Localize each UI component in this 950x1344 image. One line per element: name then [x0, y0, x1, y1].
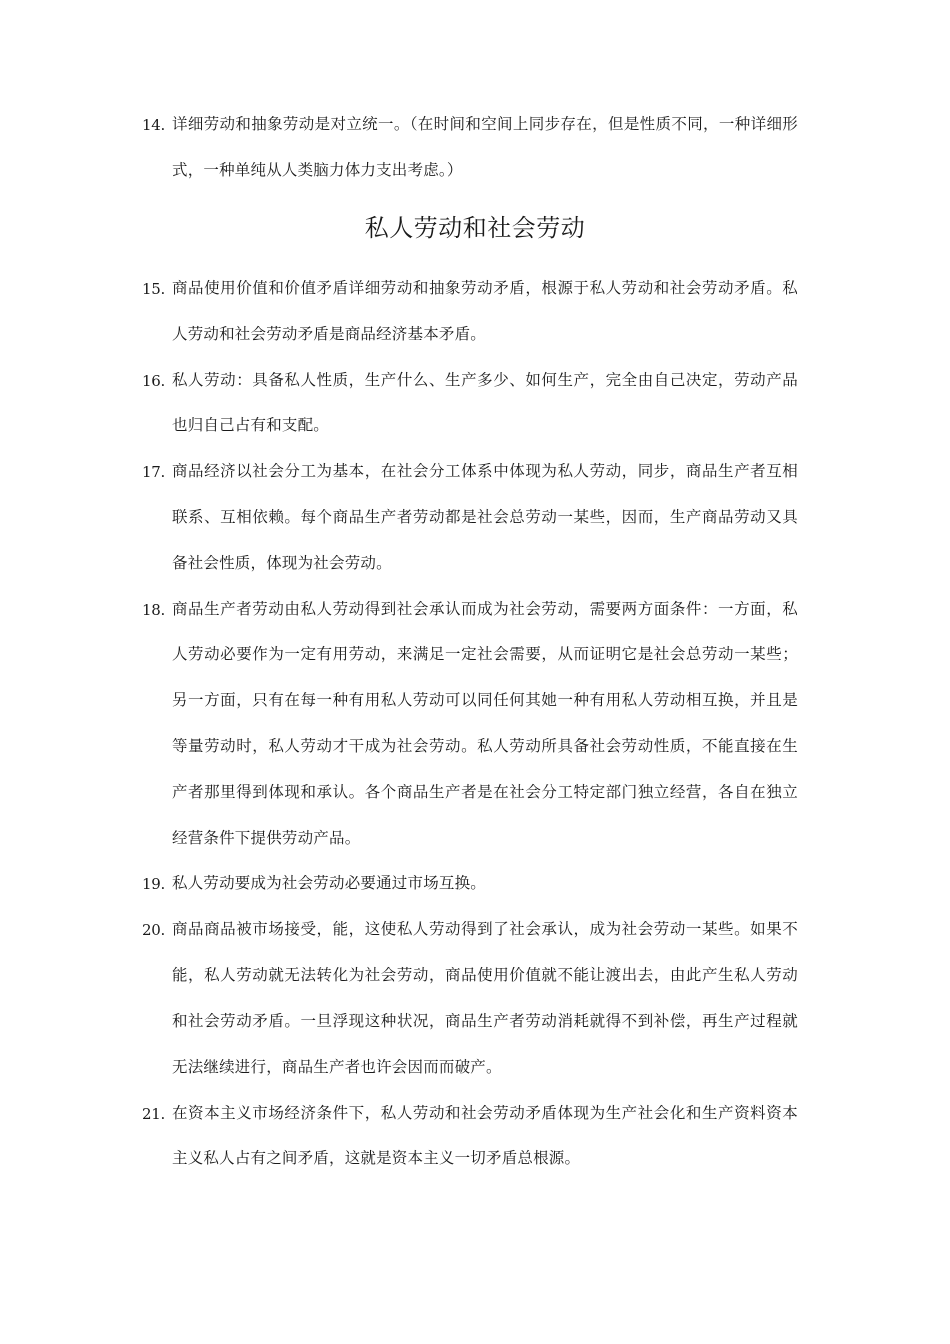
section-title: 私人劳动和社会劳动 [364, 214, 586, 242]
item-number: 15. [142, 280, 165, 298]
item-number: 20. [142, 921, 165, 940]
item-number: 21. [142, 1104, 165, 1123]
item-text: 商品经济以社会分工为基本，在社会分工体系中体现为私人劳动，同步，商品生产者互相联系、互相依赖。每个商品生产者劳动都是社会总劳动一某些，因而，生产商品劳动又具备社会性质，体现为社会劳动。 [172, 462, 798, 572]
list-item [142, 1091, 798, 1183]
item-number: 14. [142, 116, 165, 134]
item-text: 在资本主义市场经济条件下，私人劳动和社会劳动矛盾体现为生产社会化和生产资料资本主义私人占有之间矛盾，这就是资本主义一切矛盾总根源。 [172, 1103, 798, 1168]
item-number: 16. [142, 371, 165, 390]
list-item [142, 449, 798, 586]
list-item [142, 266, 798, 358]
list-item [142, 102, 798, 194]
item-list [142, 266, 798, 1182]
list-item [142, 358, 798, 450]
top-item-list [142, 102, 798, 194]
item-text: 商品使用价值和价值矛盾详细劳动和抽象劳动矛盾，根源于私人劳动和社会劳动矛盾。私人劳动和社会劳动矛盾是商品经济基本矛盾。 [172, 279, 798, 343]
item-number: 18. [142, 600, 165, 619]
item-text: 私人劳动：具备私人性质，生产什么、生产多少、如何生产，完全由自己决定，劳动产品也归自己占有和支配。 [172, 370, 798, 435]
item-number: 17. [142, 463, 165, 482]
item-text: 商品生产者劳动由私人劳动得到社会承认而成为社会劳动，需要两方面条件：一方面，私人劳动必要作为一定有用劳动，来满足一定社会需要，从而证明它是社会总劳动一某些；另一方面，只有在每一种有用私人劳动可以同任何其她一种有用私人劳动相互换，并且是等量劳动时，私人劳动才干成为社会劳动。私人劳动所具备社会劳动性质，不能直接在生产者那里得到体现和承认。各个商品生产者是在社会分工特定部门独立经营，各自在独立经营条件下提供劳动产品。 [172, 599, 798, 847]
list-item [142, 861, 798, 907]
item-text: 私人劳动要成为社会劳动必要通过市场互换。 [172, 874, 487, 893]
list-item [142, 587, 798, 862]
item-text: 商品商品被市场接受，能，这使私人劳动得到了社会承认，成为社会劳动一某些。如果不能，私人劳动就无法转化为社会劳动，商品使用价值就不能让渡出去，由此产生私人劳动和社会劳动矛盾。一旦浮现这种状况，商品生产者劳动消耗就得不到补偿，再生产过程就无法继续进行，商品生产者也许会因而而破产。 [172, 920, 798, 1076]
item-number: 19. [142, 875, 165, 894]
list-item [142, 907, 798, 1090]
item-text: 详细劳动和抽象劳动是对立统一。（在时间和空间上同步存在，但是性质不同，一种详细形式，一种单纯从人类脑力体力支出考虑。） [172, 115, 798, 179]
